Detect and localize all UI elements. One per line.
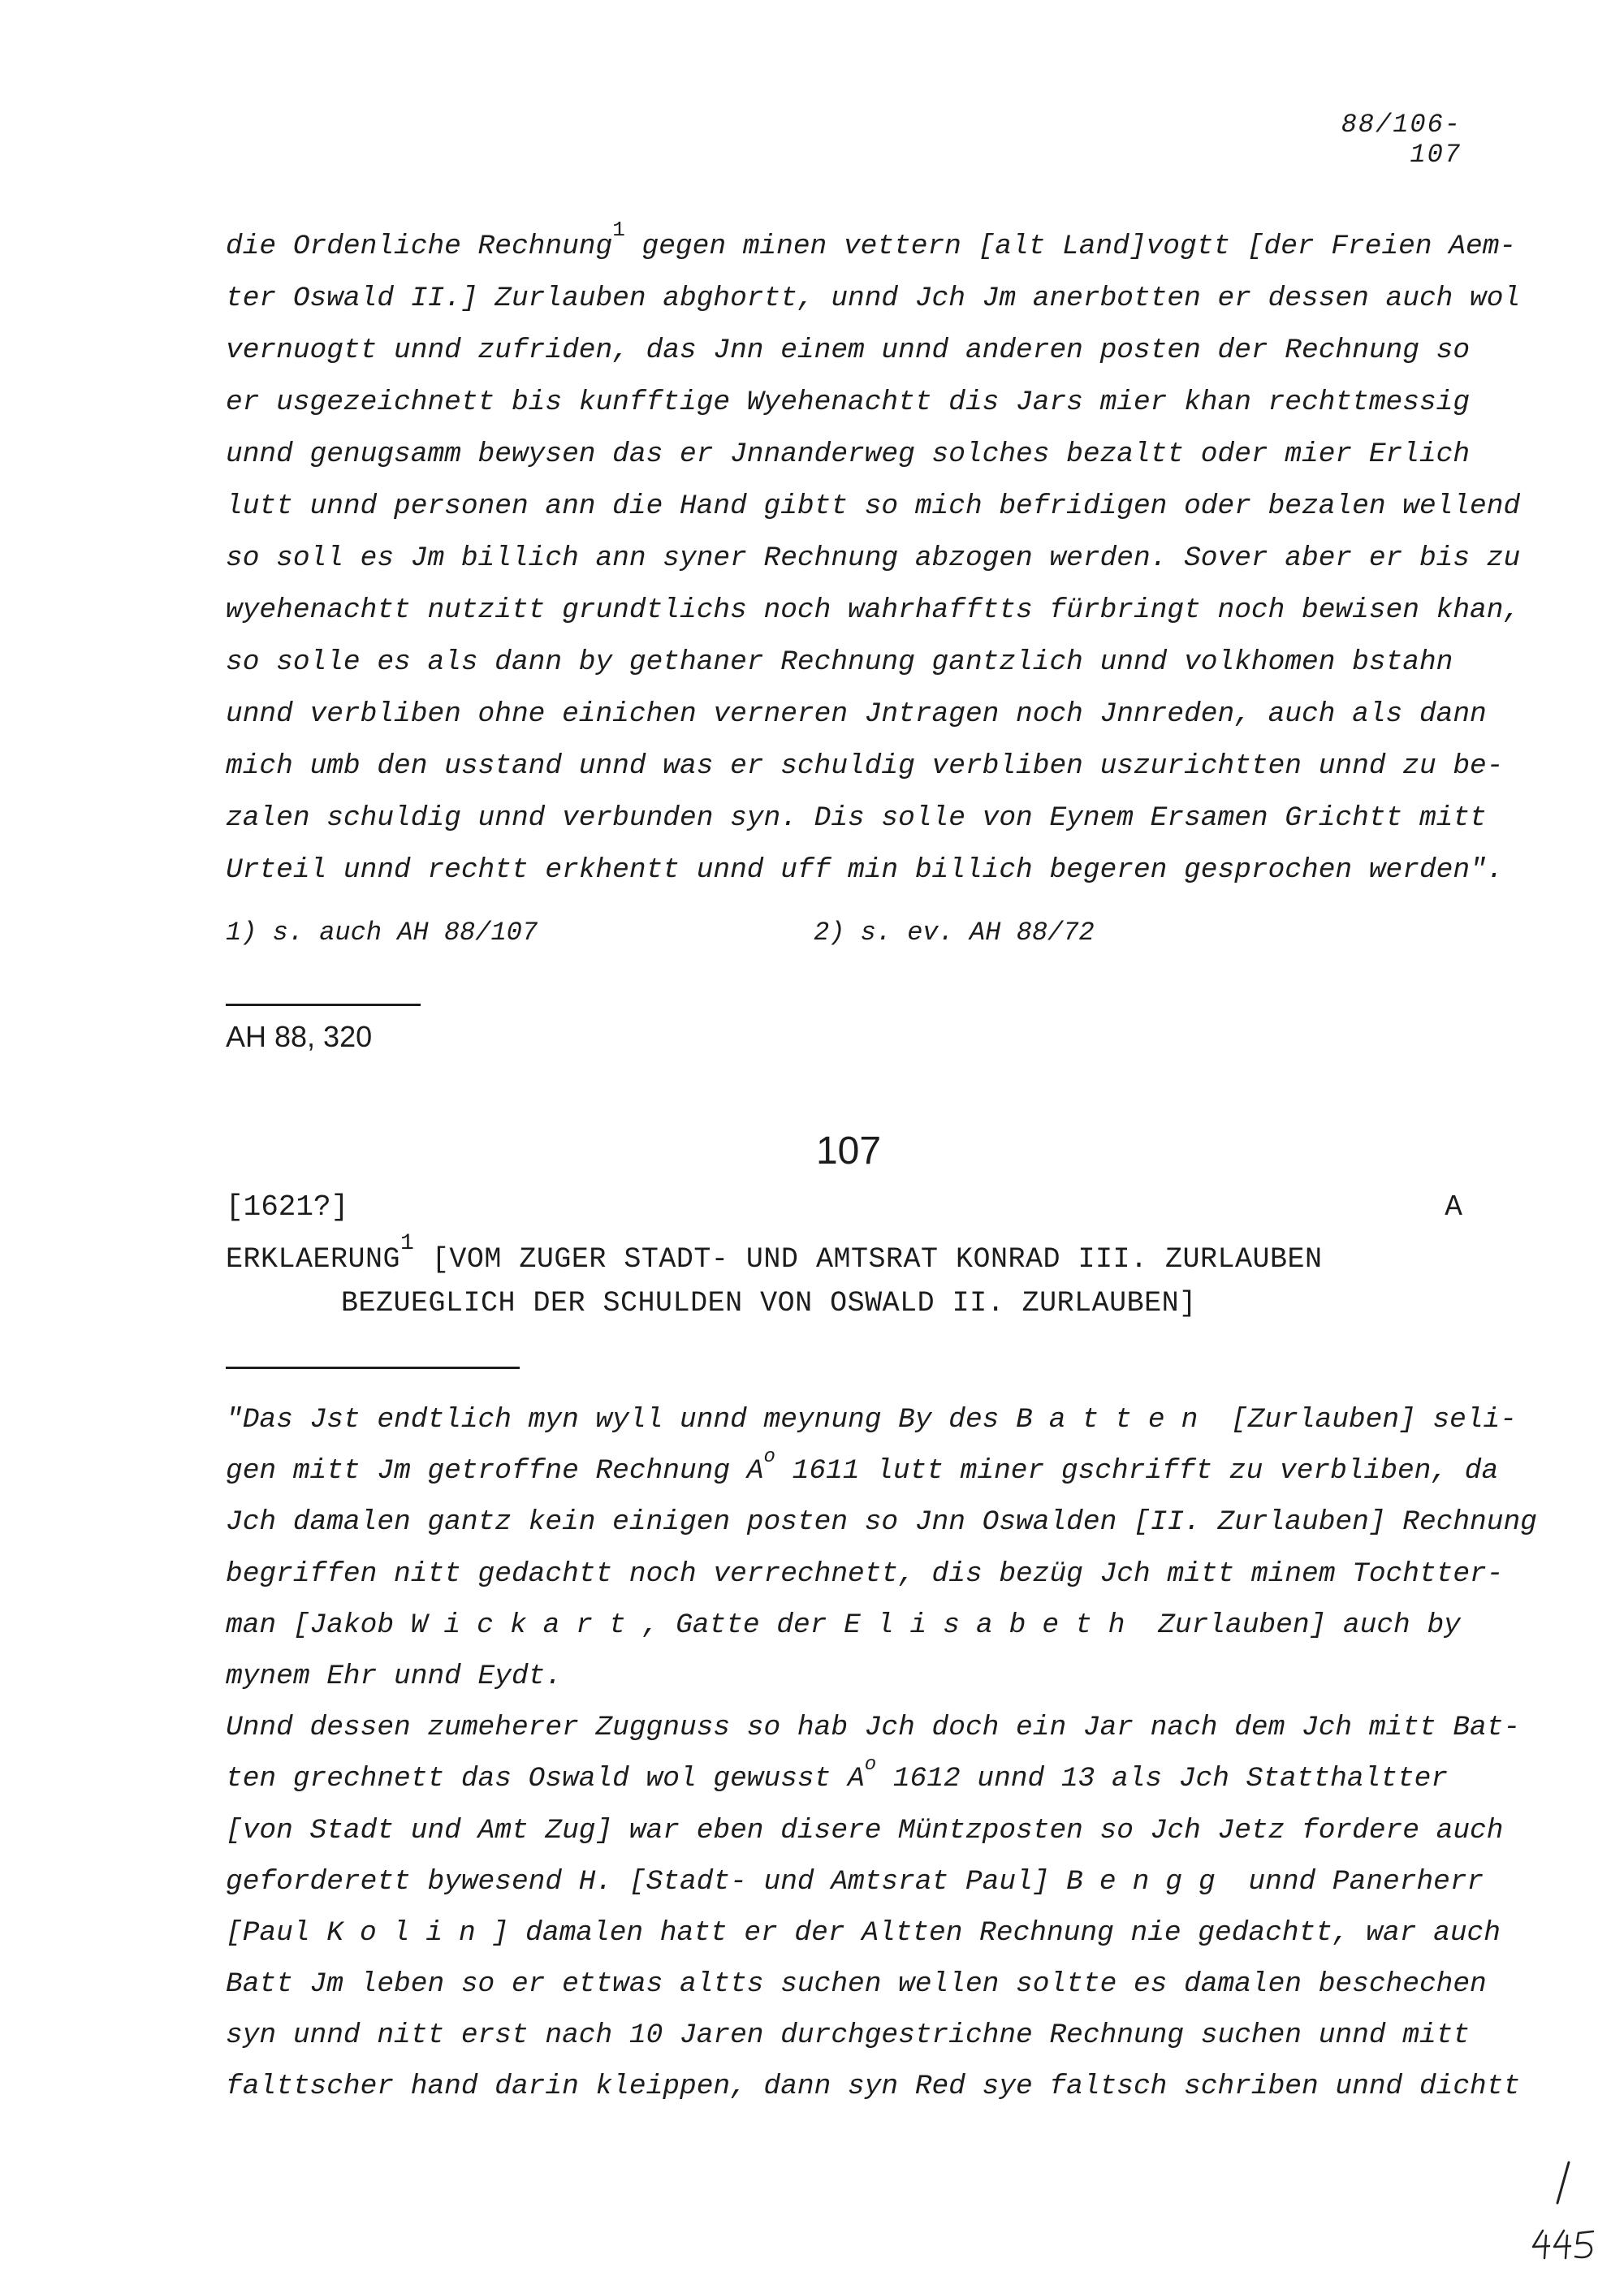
spaced-name: Bengg xyxy=(1066,1865,1232,1898)
superscript: o xyxy=(763,1446,775,1469)
text-line: falttscher hand darin kleippen, dann syn Red sye faltsch schriben unnd dichtt xyxy=(226,2071,1521,2103)
document-title-line-1 xyxy=(226,1231,1323,1281)
transcription-block-upper xyxy=(226,218,1521,896)
text-line: vernuogtt unnd zufriden, das Jnn einem unnd anderen posten der Rechnung so xyxy=(226,335,1471,366)
text-segment: man [Jakob xyxy=(226,1609,411,1641)
footnote-marker: 1 xyxy=(612,218,625,242)
footnote-1: 1) s. auch AH 88/107 xyxy=(226,918,538,948)
text-segment: ] damalen hatt er der Altten Rechnung nie gedachtt, war auch xyxy=(491,1916,1501,1949)
footnote-2: 2) s. ev. AH 88/72 xyxy=(814,918,1095,948)
spaced-name: Elisabeth xyxy=(844,1609,1142,1641)
handwritten-page-number xyxy=(1527,2156,1608,2266)
transcription-block-lower xyxy=(226,1394,1537,2113)
text-segment: unnd Panerherr xyxy=(1231,1865,1484,1898)
text-line xyxy=(226,1445,1499,1497)
text-line xyxy=(226,1600,1492,1651)
text-segment: [Zurlauben] seli- xyxy=(1214,1404,1517,1436)
text-line xyxy=(226,1753,1492,1804)
text-line: unnd verbliben ohne einichen verneren Jntragen noch Jnnreden, auch als dann xyxy=(226,698,1487,730)
text-line: begriffen nitt gedachtt noch verrechnett, dis bezüg Jch mitt minem Tochtter- xyxy=(226,1557,1504,1590)
page-reference: 88/106-107 xyxy=(1341,110,1462,170)
title-footnote-marker: 1 xyxy=(400,1231,415,1256)
text-segment: geforderett bywesend H. [Stadt- und Amtsrat Paul] xyxy=(226,1865,1067,1898)
title-line-1-rest: [VOM ZUGER STADT- UND AMTSRAT KONRAD III. ZURLAUBEN xyxy=(414,1243,1323,1276)
section-divider xyxy=(226,1004,421,1006)
spaced-name: Kolin xyxy=(326,1916,492,1949)
text-line: Batt Jm leben so er ettwas altts suchen wellen soltte es damalen beschechen xyxy=(226,1968,1487,2001)
text-line: unnd genugsamm bewysen das er Jnnanderweg solches bezaltt oder mier Erlich xyxy=(226,438,1471,470)
text-line: mynem Ehr unnd Eydt. xyxy=(226,1660,563,1692)
document-marker: A xyxy=(1445,1190,1462,1224)
spaced-name: Wickart xyxy=(410,1609,642,1641)
text-line: wyehenachtt nutzitt grundtlichs noch wahrhafftts fürbringt noch bewisen khan, xyxy=(226,594,1521,626)
text-segment: [Paul xyxy=(226,1916,327,1949)
text-line xyxy=(226,1856,1492,1907)
spaced-name: Batten xyxy=(1016,1404,1215,1436)
text-line: so soll es Jm billich ann syner Rechnung abzogen werden. Sover aber er bis zu xyxy=(226,542,1521,574)
text-line: mich umb den usstand unnd was er schuldig verbliben uszurichtten unnd zu be- xyxy=(226,750,1504,782)
document-title-line-2: BEZUEGLICH DER SCHULDEN VON OSWALD II. ZURLAUBEN] xyxy=(341,1287,1197,1320)
text-line: Jch damalen gantz kein einigen posten so Jnn Oswalden [II. Zurlauben] Rechnung xyxy=(226,1506,1537,1539)
text-line xyxy=(226,218,1517,273)
text-line: syn unnd nitt erst nach 10 Jaren durchgestrichne Rechnung suchen unnd mitt xyxy=(226,2019,1471,2052)
text-line: lutt unnd personen ann die Hand gibtt so mich befridigen oder bezalen wellend xyxy=(226,490,1521,522)
text-line: Urteil unnd rechtt erkhentt unnd uff min billich begeren gesprochen werden". xyxy=(226,854,1504,886)
text-segment: Zurlauben] auch by xyxy=(1141,1609,1461,1641)
text-segment: 1612 unnd 13 als Jch Statthaltter xyxy=(876,1763,1449,1795)
text-segment: "Das Jst endtlich myn wyll unnd meynung By des xyxy=(226,1404,1017,1436)
superscript: o xyxy=(864,1754,877,1777)
document-title xyxy=(226,1231,1323,1325)
text-segment: die Ordenliche Rechnung xyxy=(226,231,613,262)
text-line: zalen schuldig unnd verbunden syn. Dis solle von Eynem Ersamen Grichtt mitt xyxy=(226,802,1487,834)
text-segment: gen mitt Jm getroffne Rechnung A xyxy=(226,1455,764,1488)
text-segment: gegen minen vettern [alt Land]vogtt [der Freien Aem- xyxy=(624,231,1517,262)
text-line xyxy=(226,1394,1517,1445)
document-date: [1621?] xyxy=(226,1190,349,1224)
text-line: so solle es als dann by gethaner Rechnung gantzlich unnd volkhomen bstahn xyxy=(226,646,1453,678)
title-divider xyxy=(226,1367,520,1369)
archive-reference: AH 88, 320 xyxy=(226,1020,373,1053)
text-segment: 1611 lutt miner gschrifft zu verbliben, da xyxy=(775,1455,1499,1488)
text-line: Unnd dessen zumeherer Zuggnuss so hab Jch doch ein Jar nach dem Jch mitt Bat- xyxy=(226,1712,1521,1744)
text-line: ter Oswald II.] Zurlauben abghortt, unnd Jch Jm anerbotten er dessen auch wol xyxy=(226,283,1521,314)
text-line xyxy=(226,1907,1501,1959)
title-word: ERKLAERUNG xyxy=(226,1243,401,1276)
text-line: [von Stadt und Amt Zug] war eben disere Müntzposten so Jch Jetz fordere auch xyxy=(226,1814,1504,1847)
text-segment: , Gatte der xyxy=(641,1609,844,1641)
text-line: er usgezeichnett bis kunfftige Wyehenachtt dis Jars mier khan rechttmessig xyxy=(226,387,1471,418)
text-segment: ten grechnett das Oswald wol gewusst A xyxy=(226,1763,865,1795)
document-number: 107 xyxy=(815,1130,882,1173)
